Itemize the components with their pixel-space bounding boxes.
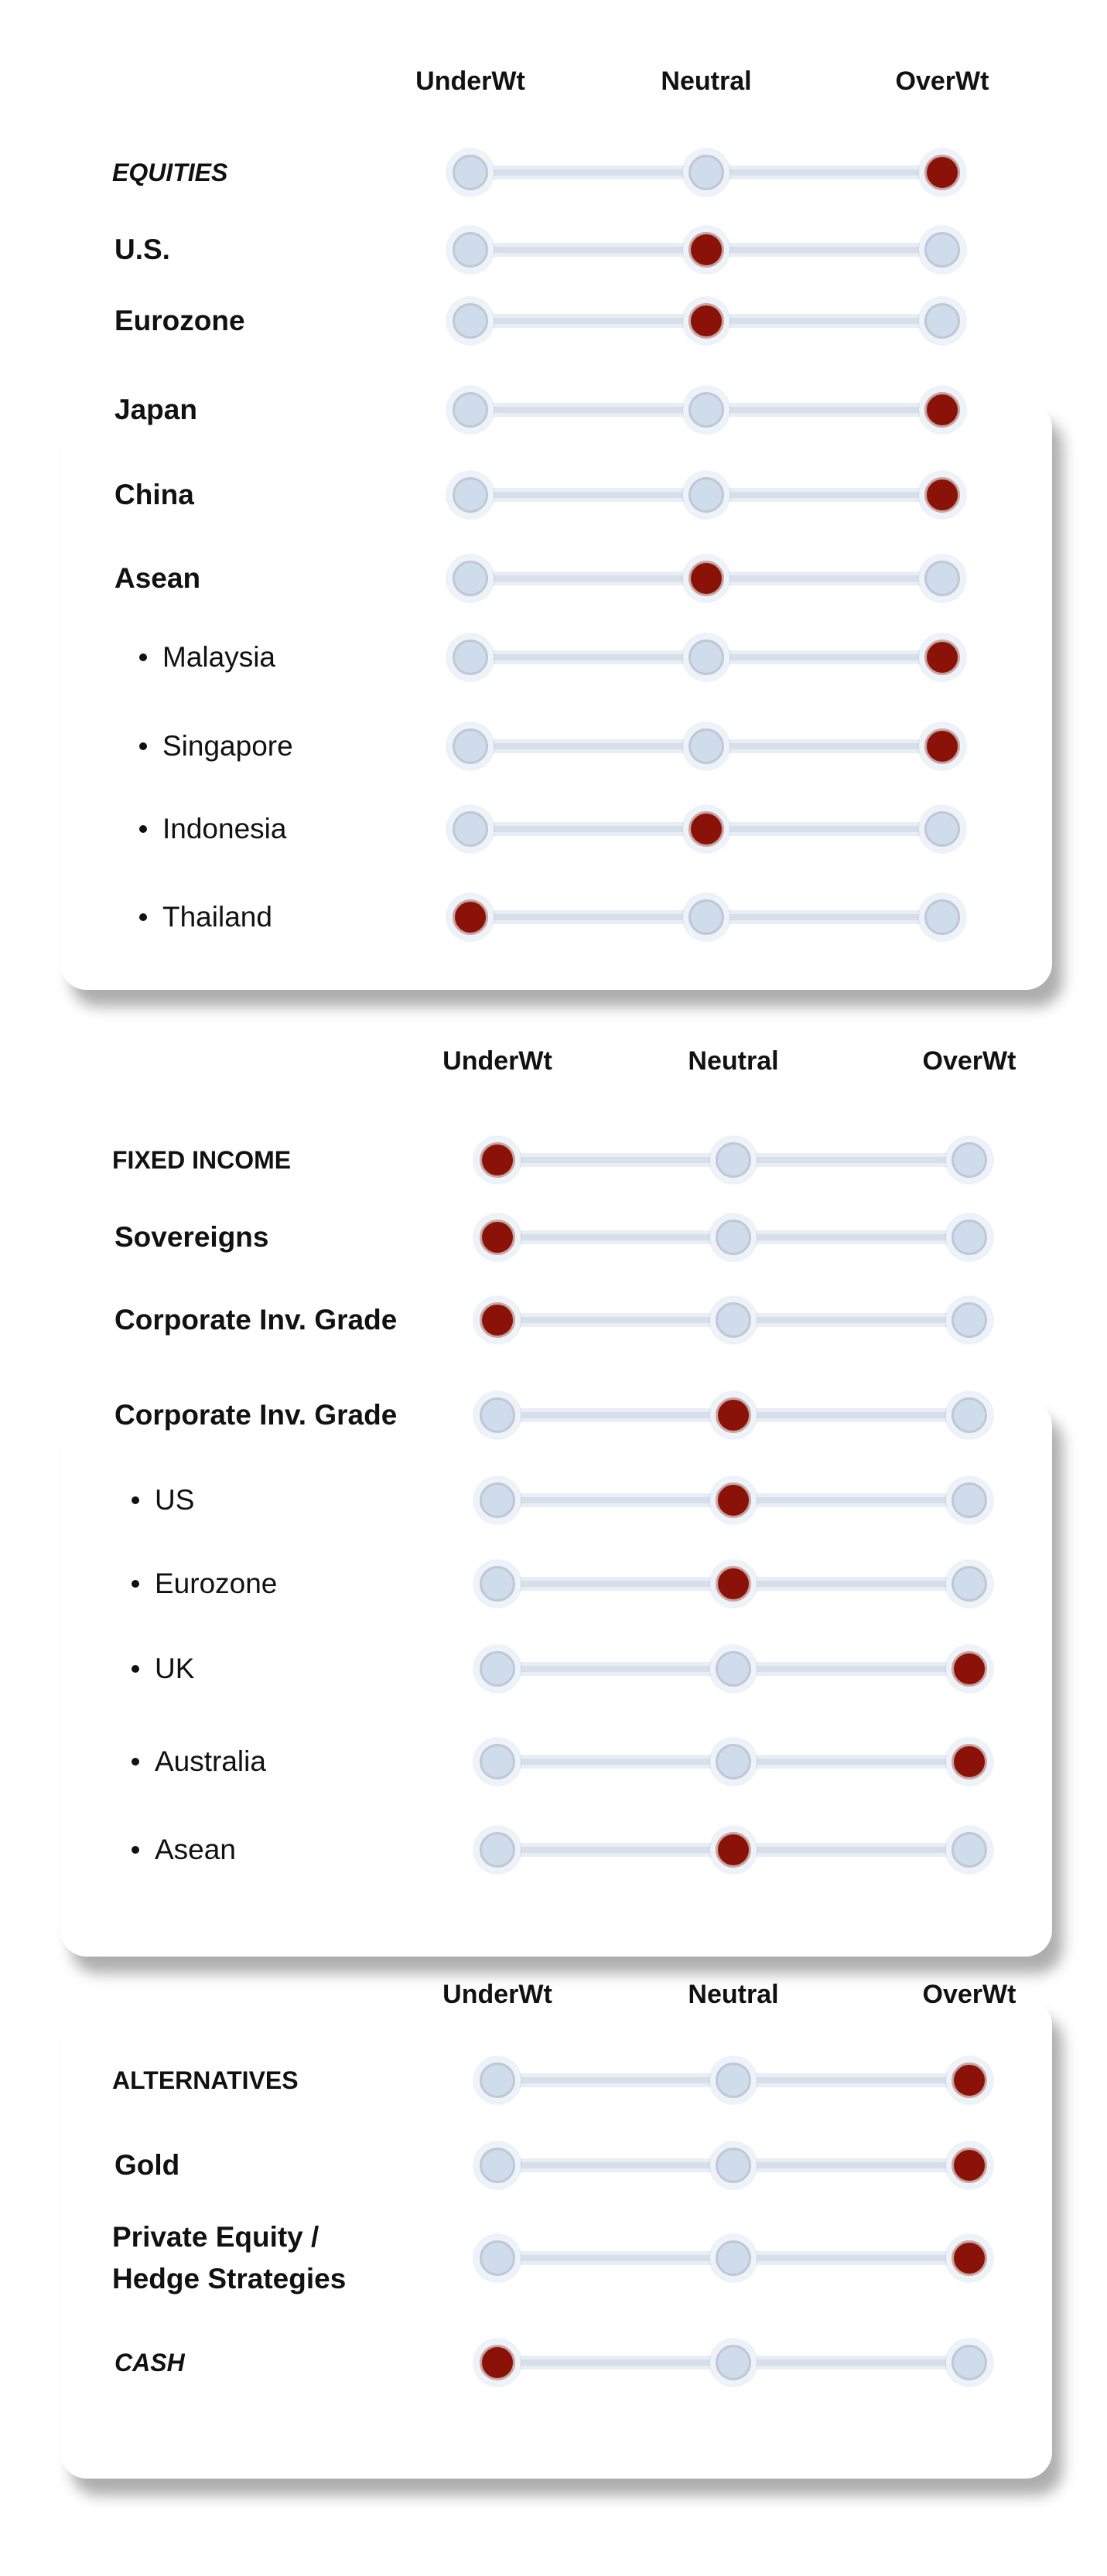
marker-underwt[interactable] xyxy=(474,1392,521,1438)
marker-underwt[interactable] xyxy=(447,298,494,344)
selected-marker-overwt[interactable] xyxy=(946,1738,993,1785)
marker-overwt[interactable] xyxy=(946,1392,993,1438)
selected-marker-overwt[interactable] xyxy=(919,387,965,433)
marker-underwt[interactable] xyxy=(447,387,494,433)
selected-marker-overwt[interactable] xyxy=(946,2057,993,2103)
alternatives-header-underwt: UnderWt xyxy=(442,1980,552,2009)
row-label: FIXED INCOME xyxy=(112,1146,292,1174)
row-label: EQUITIES xyxy=(112,159,228,186)
marker-neutral[interactable] xyxy=(683,634,729,681)
marker-underwt[interactable] xyxy=(447,555,494,602)
row-label: U.S. xyxy=(114,234,170,265)
row-label: Japan xyxy=(114,394,197,425)
marker-underwt[interactable] xyxy=(447,806,494,852)
marker-overwt[interactable] xyxy=(919,555,965,602)
row-label: Malaysia xyxy=(162,637,275,677)
selected-marker-neutral[interactable] xyxy=(710,1477,757,1523)
marker-underwt[interactable] xyxy=(447,149,494,196)
selected-marker-overwt[interactable] xyxy=(919,723,965,769)
marker-overwt[interactable] xyxy=(946,1297,993,1343)
marker-overwt[interactable] xyxy=(919,806,965,852)
marker-overwt[interactable] xyxy=(919,227,965,273)
row-label: Singapore xyxy=(162,726,293,766)
marker-neutral[interactable] xyxy=(683,723,729,769)
equities-header-neutral: Neutral xyxy=(661,67,752,96)
marker-neutral[interactable] xyxy=(710,2142,757,2189)
row-label: Gold xyxy=(114,2149,180,2181)
equities-header-underwt: UnderWt xyxy=(415,67,525,96)
selected-marker-overwt[interactable] xyxy=(946,2235,993,2281)
selected-marker-neutral[interactable] xyxy=(683,555,729,602)
marker-underwt[interactable] xyxy=(474,1738,521,1785)
selected-marker-overwt[interactable] xyxy=(919,149,965,196)
selected-marker-neutral[interactable] xyxy=(710,1827,757,1873)
selected-marker-overwt[interactable] xyxy=(946,2142,993,2189)
row-label: US xyxy=(155,1480,194,1520)
row-label: Eurozone xyxy=(155,1564,277,1604)
selected-marker-overwt[interactable] xyxy=(946,1646,993,1692)
marker-underwt[interactable] xyxy=(474,2142,521,2189)
row-label: Eurozone xyxy=(114,305,245,336)
row-label: Australia xyxy=(155,1742,266,1782)
marker-neutral[interactable] xyxy=(710,2339,757,2386)
selected-marker-neutral[interactable] xyxy=(683,227,729,273)
marker-underwt[interactable] xyxy=(474,2235,521,2281)
marker-neutral[interactable] xyxy=(710,1738,757,1785)
equities-header-overwt: OverWt xyxy=(895,67,989,96)
row-label: Sovereigns xyxy=(114,1221,269,1253)
selected-marker-overwt[interactable] xyxy=(919,472,965,518)
row-label: Corporate Inv. Grade xyxy=(114,1399,398,1431)
marker-underwt[interactable] xyxy=(474,1646,521,1692)
marker-overwt[interactable] xyxy=(946,1137,993,1183)
selected-marker-neutral[interactable] xyxy=(683,806,729,852)
marker-overwt[interactable] xyxy=(946,1827,993,1873)
marker-neutral[interactable] xyxy=(710,1214,757,1261)
row-label: Private Equity / Hedge Strategies xyxy=(112,2221,347,2295)
selected-marker-neutral[interactable] xyxy=(710,1392,757,1438)
marker-underwt[interactable] xyxy=(447,472,494,518)
marker-underwt[interactable] xyxy=(447,723,494,769)
row-label: Indonesia xyxy=(162,809,286,849)
selected-marker-neutral[interactable] xyxy=(710,1561,757,1607)
marker-neutral[interactable] xyxy=(710,1646,757,1692)
marker-neutral[interactable] xyxy=(710,2235,757,2281)
marker-overwt[interactable] xyxy=(946,2339,993,2386)
marker-neutral[interactable] xyxy=(710,1297,757,1343)
row-label: Asean xyxy=(155,1830,236,1870)
marker-neutral[interactable] xyxy=(683,472,729,518)
marker-underwt[interactable] xyxy=(447,634,494,681)
marker-underwt[interactable] xyxy=(474,1477,521,1523)
marker-overwt[interactable] xyxy=(919,298,965,344)
fixed-income-header-underwt: UnderWt xyxy=(442,1046,552,1076)
selected-marker-underwt[interactable] xyxy=(474,1137,521,1183)
row-label: China xyxy=(114,479,194,510)
marker-overwt[interactable] xyxy=(946,1561,993,1607)
marker-underwt[interactable] xyxy=(474,1561,521,1607)
selected-marker-overwt[interactable] xyxy=(919,634,965,681)
marker-underwt[interactable] xyxy=(447,227,494,273)
row-label: Asean xyxy=(114,562,201,594)
marker-neutral[interactable] xyxy=(710,1137,757,1183)
alternatives-header-neutral: Neutral xyxy=(688,1980,779,2009)
fixed-income-header-overwt: OverWt xyxy=(922,1046,1016,1076)
alternatives-header-overwt: OverWt xyxy=(922,1980,1016,2009)
row-label: ALTERNATIVES xyxy=(112,2066,299,2094)
selected-marker-underwt[interactable] xyxy=(474,2339,521,2386)
marker-neutral[interactable] xyxy=(683,894,729,940)
fixed-income-panel-card xyxy=(60,1400,1052,1957)
marker-underwt[interactable] xyxy=(474,1827,521,1873)
marker-overwt[interactable] xyxy=(946,1477,993,1523)
row-label: UK xyxy=(155,1649,194,1689)
selected-marker-underwt[interactable] xyxy=(447,894,494,940)
marker-neutral[interactable] xyxy=(683,387,729,433)
marker-overwt[interactable] xyxy=(946,1214,993,1261)
selected-marker-neutral[interactable] xyxy=(683,298,729,344)
selected-marker-underwt[interactable] xyxy=(474,1214,521,1261)
marker-underwt[interactable] xyxy=(474,2057,521,2103)
selected-marker-underwt[interactable] xyxy=(474,1297,521,1343)
marker-neutral[interactable] xyxy=(683,149,729,196)
row-label: Thailand xyxy=(162,897,272,937)
marker-neutral[interactable] xyxy=(710,2057,757,2103)
row-label: Corporate Inv. Grade xyxy=(114,1304,398,1336)
fixed-income-header-neutral: Neutral xyxy=(688,1046,779,1076)
marker-overwt[interactable] xyxy=(919,894,965,940)
row-label: CASH xyxy=(114,2349,185,2376)
